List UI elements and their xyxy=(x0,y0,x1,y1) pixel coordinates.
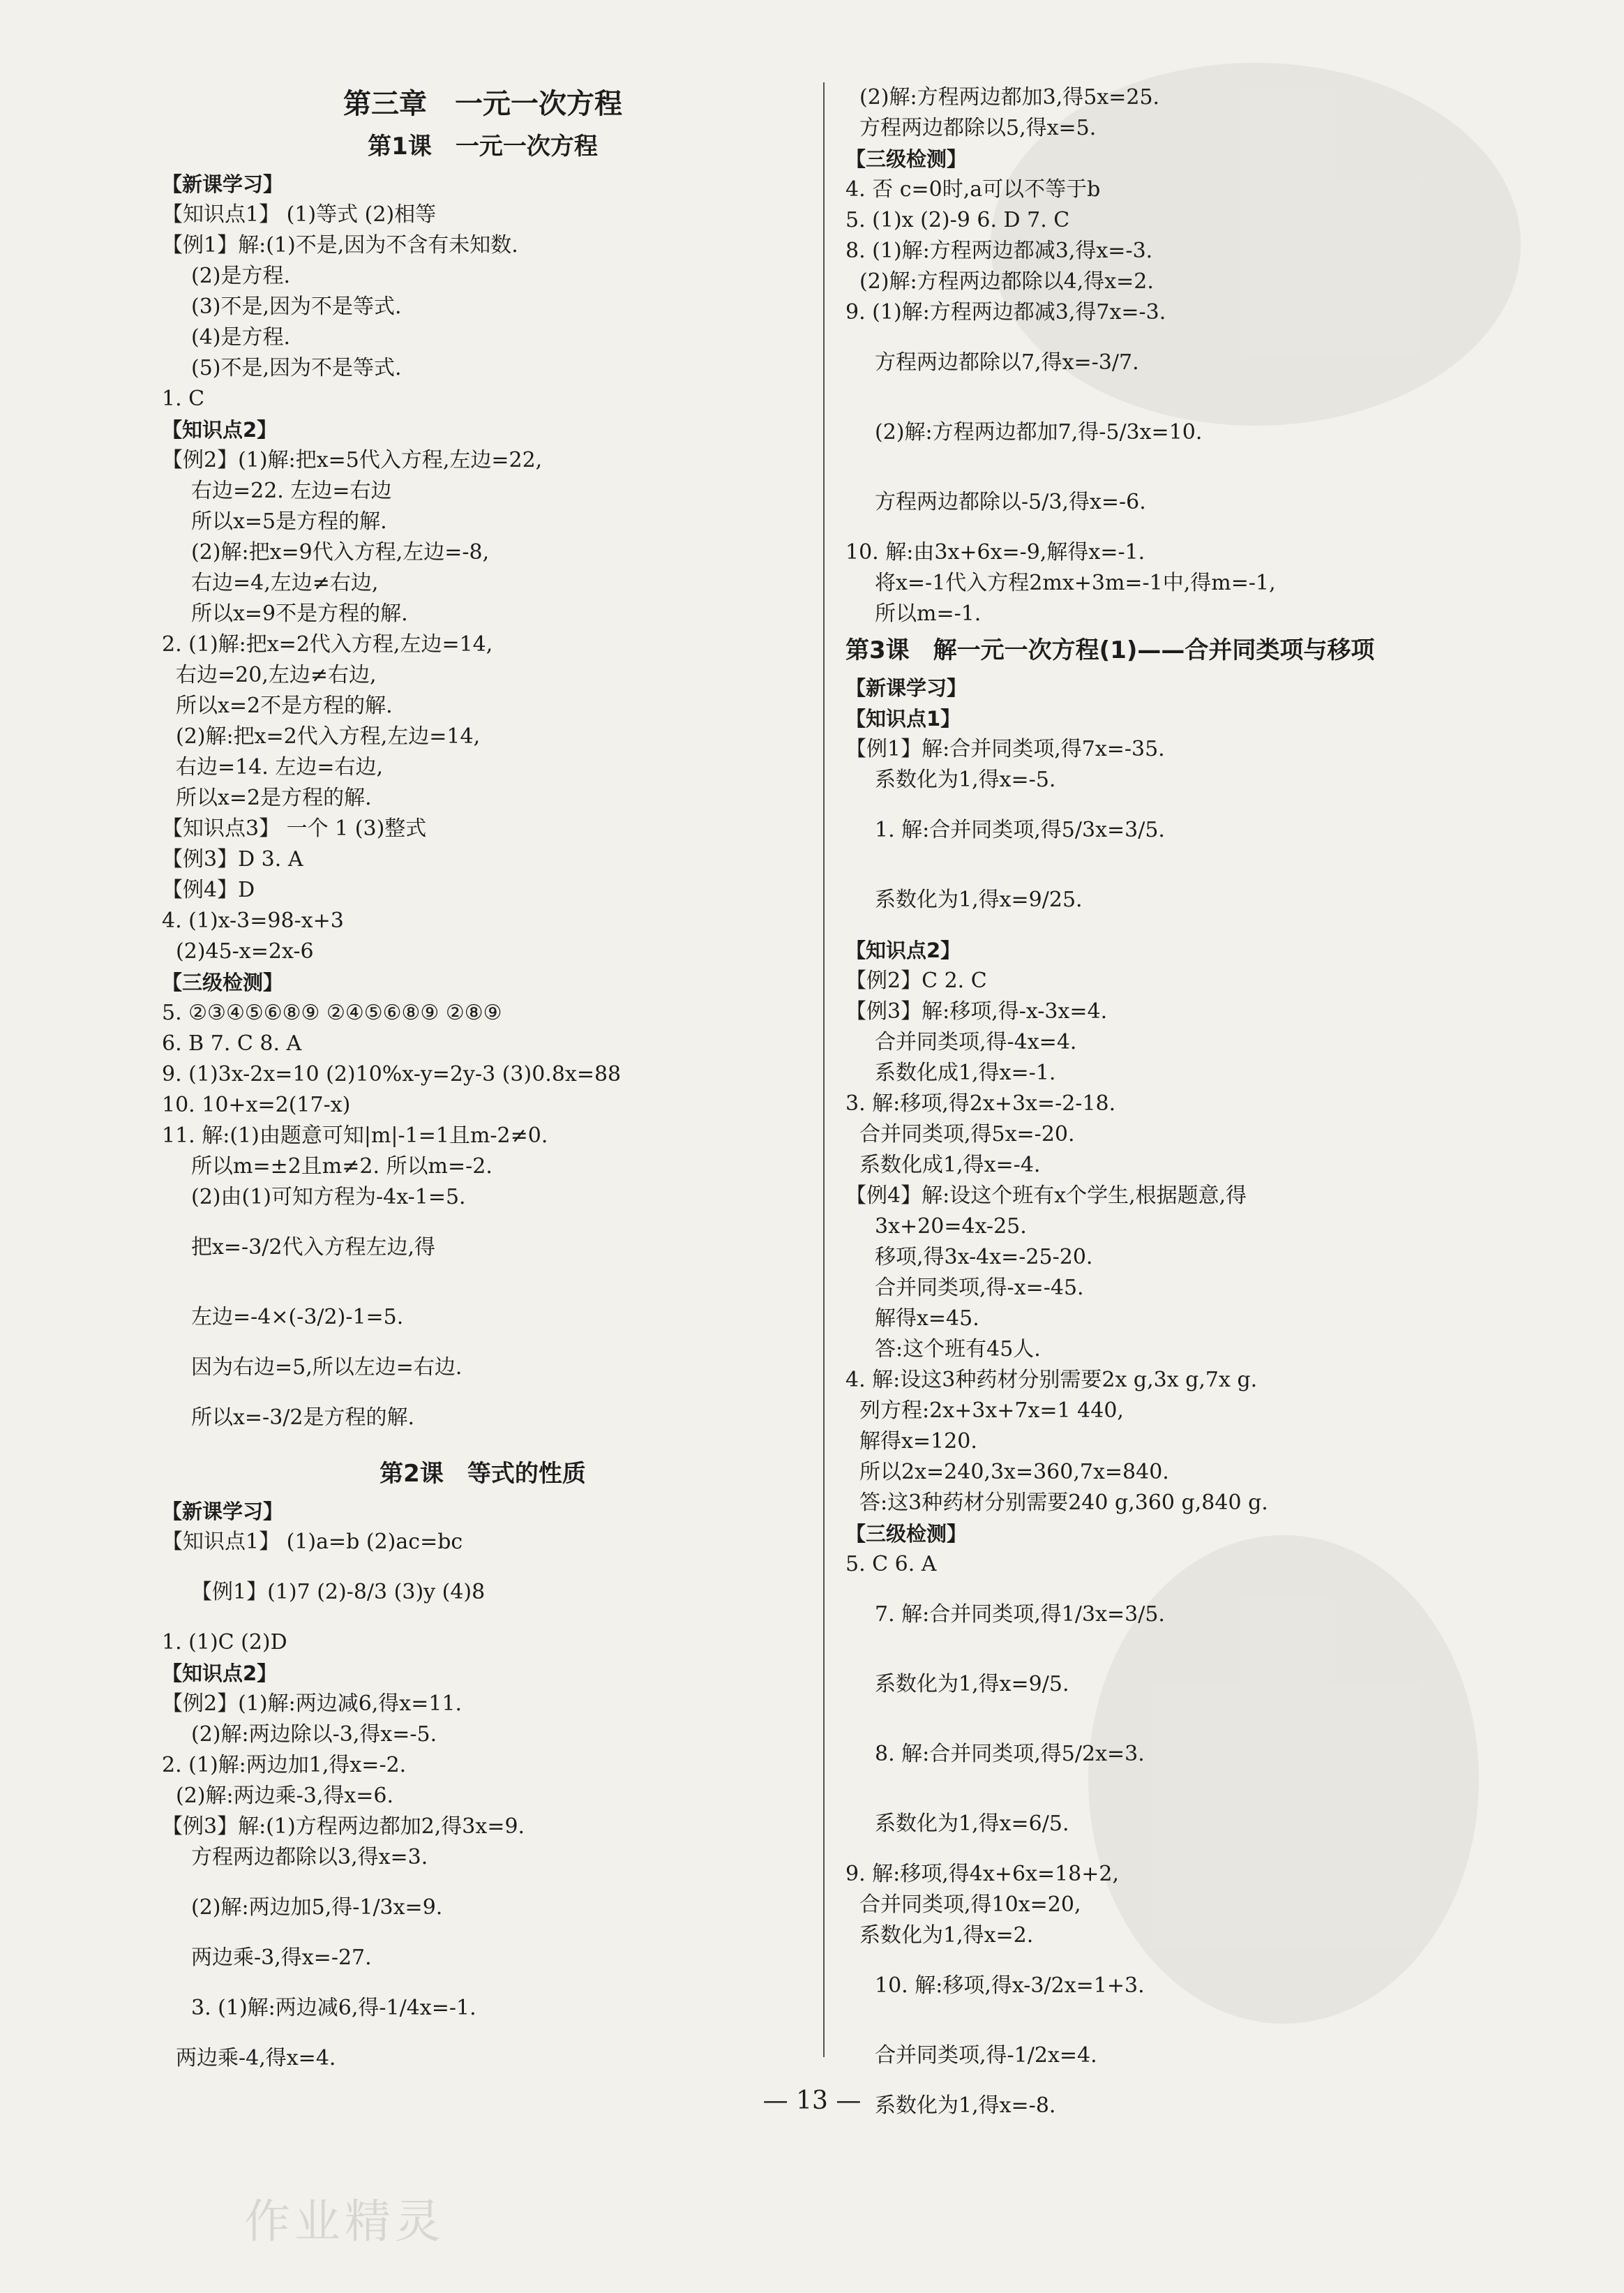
answer-line: 5. (1)x (2)-9 6. D 7. C xyxy=(845,208,1070,232)
answer-line: 方程两边都除以7,得x=-3/7. xyxy=(875,350,1139,375)
answer-line: 【例4】D xyxy=(162,878,255,902)
answer-line: 【例3】D 3. A xyxy=(162,847,303,872)
answer-line: 系数化为1,得x=-5. xyxy=(875,768,1056,792)
answer-line: (2)解:方程两边都加7,得-5/3x=10. xyxy=(875,420,1203,445)
answer-line: 合并同类项,得5x=-20. xyxy=(859,1122,1075,1146)
lesson-title: 第2课 等式的性质 xyxy=(379,1460,586,1488)
section-heading: 【三级检测】 xyxy=(845,147,968,171)
page-number: — 13 — xyxy=(762,2086,862,2115)
answer-line: 移项,得3x-4x=-25-20. xyxy=(875,1245,1093,1269)
answer-line: 【例1】解:(1)不是,因为不含有未知数. xyxy=(162,233,518,257)
answer-line: (2)解:两边乘-3,得x=6. xyxy=(176,1784,394,1808)
answer-line: 合并同类项,得-1/2x=4. xyxy=(875,2043,1097,2068)
answer-line: 3. 解:移项,得2x+3x=-2-18. xyxy=(845,1091,1116,1116)
answer-line: 右边=22. 左边=右边 xyxy=(191,479,392,503)
lesson-title: 第1课 一元一次方程 xyxy=(368,133,598,160)
answer-line: 【例2】C 2. C xyxy=(845,969,987,993)
answer-line: 1. C xyxy=(162,387,205,411)
section-heading: 【三级检测】 xyxy=(162,971,284,994)
answer-line: 左边=-4×(-3/2)-1=5. xyxy=(191,1305,404,1329)
answer-line: 10. 10+x=2(17-x) xyxy=(162,1093,351,1117)
answer-line: 【知识点1】 (1)a=b (2)ac=bc xyxy=(162,1530,463,1554)
answer-line: 方程两边都除以3,得x=3. xyxy=(191,1845,428,1869)
right-answer-lines xyxy=(845,82,1529,2121)
answer-line: 【例2】(1)解:把x=5代入方程,左边=22, xyxy=(162,448,543,472)
answer-line: (2)是方程. xyxy=(191,264,291,288)
answer-line: (2)解:把x=9代入方程,左边=-8, xyxy=(191,540,490,565)
answer-line: 解得x=120. xyxy=(859,1429,977,1454)
section-heading: 【新课学习】 xyxy=(162,172,284,196)
answer-line: 系数化为1,得x=9/5. xyxy=(875,1672,1069,1696)
answer-line: 系数化为1,得x=-8. xyxy=(875,2093,1056,2118)
answer-line: (2)解:两边除以-3,得x=-5. xyxy=(191,1722,437,1747)
answer-line: 8. (1)解:方程两边都减3,得x=-3. xyxy=(845,239,1153,263)
answer-line: 列方程:2x+3x+7x=1 440, xyxy=(859,1398,1124,1423)
answer-line: 系数化成1,得x=-4. xyxy=(859,1153,1041,1177)
answer-line: 6. B 7. C 8. A xyxy=(162,1031,302,1056)
answer-line: 【例1】(1)7 (2)-8/3 (3)y (4)8 xyxy=(191,1580,486,1604)
left-answer-lines xyxy=(162,126,804,2074)
chapter-title: 第三章 一元一次方程 xyxy=(343,88,622,120)
answer-line: 答:这3种药材分别需要240 g,360 g,840 g. xyxy=(859,1491,1268,1515)
answer-line: (2)解:把x=2代入方程,左边=14, xyxy=(176,724,481,749)
answer-line: 【例1】解:合并同类项,得7x=-35. xyxy=(845,737,1165,761)
answer-line: (4)是方程. xyxy=(191,325,291,350)
answer-line: 方程两边都除以-5/3,得x=-6. xyxy=(875,490,1146,514)
answer-line: 7. 解:合并同类项,得1/3x=3/5. xyxy=(875,1602,1165,1627)
answer-line: 解得x=45. xyxy=(875,1306,979,1331)
answer-line: 4. (1)x-3=98-x+3 xyxy=(162,909,344,933)
answer-line: 系数化成1,得x=-1. xyxy=(875,1061,1056,1085)
answer-line: 【例3】解:移项,得-x-3x=4. xyxy=(845,999,1108,1024)
answer-line: 系数化为1,得x=6/5. xyxy=(875,1812,1069,1836)
answer-line: 9. (1)3x-2x=10 (2)10%x-y=2y-3 (3)0.8x=88 xyxy=(162,1062,622,1086)
answer-line: 4. 解:设这3种药材分别需要2x g,3x g,7x g. xyxy=(845,1368,1258,1392)
right-column xyxy=(845,82,1529,2121)
answer-line: 2. (1)解:把x=2代入方程,左边=14, xyxy=(162,632,493,657)
answer-line: 将x=-1代入方程2mx+3m=-1中,得m=-1, xyxy=(875,571,1276,595)
answer-line: (3)不是,因为不是等式. xyxy=(191,294,402,319)
answer-line: 因为右边=5,所以左边=右边. xyxy=(191,1355,463,1380)
answer-line: 所以m=±2且m≠2. 所以m=-2. xyxy=(191,1154,493,1179)
answer-line: 合并同类项,得10x=20, xyxy=(859,1892,1081,1917)
answer-line: 【知识点3】 一个 1 (3)整式 xyxy=(162,816,427,841)
answer-line: 右边=20,左边≠右边, xyxy=(176,663,377,687)
answer-line: 所以x=5是方程的解. xyxy=(191,509,387,534)
section-heading: 【三级检测】 xyxy=(845,1522,968,1546)
answer-line: 9. (1)解:方程两边都减3,得7x=-3. xyxy=(845,300,1166,324)
answer-line: 合并同类项,得-4x=4. xyxy=(875,1030,1077,1054)
answer-line: 所以x=9不是方程的解. xyxy=(191,602,408,626)
answer-line: (2)由(1)可知方程为-4x-1=5. xyxy=(191,1185,466,1209)
section-heading: 【新课学习】 xyxy=(845,676,968,700)
answer-line: 【知识点1】 (1)等式 (2)相等 xyxy=(162,202,437,227)
left-column xyxy=(162,82,804,2074)
answer-line: 【例4】解:设这个班有x个学生,根据题意,得 xyxy=(845,1183,1247,1208)
answer-line: 所以x=-3/2是方程的解. xyxy=(191,1405,415,1430)
watermark: 作业精灵 xyxy=(244,2195,445,2248)
answer-line: 10. 解:移项,得x-3/2x=1+3. xyxy=(875,1973,1145,1998)
answer-line: 3. (1)解:两边减6,得-1/4x=-1. xyxy=(191,1996,476,2020)
column-divider xyxy=(823,82,825,2057)
answer-line: 方程两边都除以5,得x=5. xyxy=(859,116,1097,140)
section-heading: 【知识点1】 xyxy=(845,707,961,731)
answer-line: 1. (1)C (2)D xyxy=(162,1630,287,1655)
answer-line: (5)不是,因为不是等式. xyxy=(191,356,402,380)
answer-line: 4. 否 c=0时,a可以不等于b xyxy=(845,177,1101,202)
answer-line: 把x=-3/2代入方程左边,得 xyxy=(191,1235,436,1260)
answer-line: 所以2x=240,3x=360,7x=840. xyxy=(859,1460,1169,1484)
answer-line: 两边乘-4,得x=4. xyxy=(176,2046,336,2070)
answer-line: 9. 解:移项,得4x+6x=18+2, xyxy=(845,1862,1120,1886)
section-heading: 【新课学习】 xyxy=(162,1500,284,1523)
answer-line: (2)45-x=2x-6 xyxy=(176,939,314,964)
lesson-title: 第3课 解一元一次方程(1)——合并同类项与移项 xyxy=(845,636,1375,664)
section-heading: 【知识点2】 xyxy=(162,1661,278,1685)
answer-line: 两边乘-3,得x=-27. xyxy=(191,1945,372,1970)
answer-line: 系数化为1,得x=2. xyxy=(859,1923,1034,1948)
answer-line: 所以x=2不是方程的解. xyxy=(176,694,393,718)
answer-line: 8. 解:合并同类项,得5/2x=3. xyxy=(875,1742,1145,1766)
answer-line: 【例2】(1)解:两边减6,得x=11. xyxy=(162,1691,463,1716)
answer-line: 5. C 6. A xyxy=(845,1552,937,1576)
answer-line: 所以m=-1. xyxy=(875,602,982,626)
section-heading: 【知识点2】 xyxy=(162,418,278,442)
answer-line: 5. ②③④⑤⑥⑧⑨ ②④⑤⑥⑧⑨ ②⑧⑨ xyxy=(162,1001,502,1025)
answer-line: 右边=4,左边≠右边, xyxy=(191,571,379,595)
answer-line: 答:这个班有45人. xyxy=(875,1337,1041,1361)
answer-line: 11. 解:(1)由题意可知|m|-1=1且m-2≠0. xyxy=(162,1123,548,1148)
answer-line: 3x+20=4x-25. xyxy=(875,1214,1027,1239)
answer-line: 【例3】解:(1)方程两边都加2,得3x=9. xyxy=(162,1814,525,1839)
answer-line: 右边=14. 左边=右边, xyxy=(176,755,384,779)
answer-line: 10. 解:由3x+6x=-9,解得x=-1. xyxy=(845,540,1145,565)
answer-line: (2)解:方程两边都除以4,得x=2. xyxy=(859,269,1154,294)
answer-line: (2)解:两边加5,得-1/3x=9. xyxy=(191,1895,443,1920)
answer-line: 所以x=2是方程的解. xyxy=(176,786,372,810)
section-heading: 【知识点2】 xyxy=(845,939,961,962)
answer-line: 系数化为1,得x=9/25. xyxy=(875,888,1083,912)
answer-line: 1. 解:合并同类项,得5/3x=3/5. xyxy=(875,818,1165,842)
answer-line: 2. (1)解:两边加1,得x=-2. xyxy=(162,1753,407,1777)
answer-line: 合并同类项,得-x=-45. xyxy=(875,1276,1084,1300)
answer-line: (2)解:方程两边都加3,得5x=25. xyxy=(859,85,1160,110)
